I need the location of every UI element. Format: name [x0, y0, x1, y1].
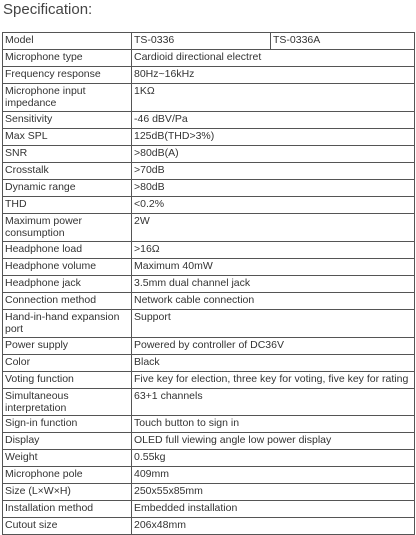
- spec-label: Crosstalk: [3, 163, 132, 180]
- table-row: [3, 214, 415, 242]
- spec-value: TS-0336A: [271, 33, 415, 50]
- spec-value: >80dB(A): [132, 146, 415, 163]
- spec-label: Microphone input impedance: [3, 84, 132, 112]
- spec-value: Touch button to sign in: [132, 416, 415, 433]
- table-row: [3, 84, 415, 112]
- spec-value: 1KΩ: [132, 84, 415, 112]
- spec-value: <0.2%: [132, 197, 415, 214]
- spec-label: Dynamic range: [3, 180, 132, 197]
- table-row: [3, 338, 415, 355]
- table-row: [3, 518, 415, 535]
- table-row: [3, 433, 415, 450]
- spec-value: 80Hz~16kHz: [132, 67, 415, 84]
- spec-label: Size (L×W×H): [3, 484, 132, 501]
- table-row: [3, 372, 415, 389]
- spec-label: Voting function: [3, 372, 132, 389]
- page-title: Specification:: [3, 1, 93, 18]
- spec-label: Sign-in function: [3, 416, 132, 433]
- spec-value: -46 dBV/Pa: [132, 112, 415, 129]
- table-row: [3, 467, 415, 484]
- table-row: [3, 242, 415, 259]
- spec-value: OLED full viewing angle low power display: [132, 433, 415, 450]
- spec-value: 409mm: [132, 467, 415, 484]
- table-row: [3, 355, 415, 372]
- spec-label: THD: [3, 197, 132, 214]
- spec-label: Frequency response: [3, 67, 132, 84]
- spec-value: 0.55kg: [132, 450, 415, 467]
- spec-label: Headphone load: [3, 242, 132, 259]
- spec-value: Embedded installation: [132, 501, 415, 518]
- table-row: [3, 129, 415, 146]
- spec-label: Microphone type: [3, 50, 132, 67]
- spec-label: Max SPL: [3, 129, 132, 146]
- spec-value: >80dB: [132, 180, 415, 197]
- table-row: [3, 416, 415, 433]
- spec-label: Hand-in-hand expansion port: [3, 310, 132, 338]
- spec-value: Five key for election, three key for voting, five key for rating: [132, 372, 415, 389]
- table-row: [3, 501, 415, 518]
- table-row: [3, 67, 415, 84]
- spec-label: Microphone pole: [3, 467, 132, 484]
- spec-label: Installation method: [3, 501, 132, 518]
- spec-label: Display: [3, 433, 132, 450]
- table-row: [3, 180, 415, 197]
- table-row: [3, 112, 415, 129]
- spec-value: 3.5mm dual channel jack: [132, 276, 415, 293]
- table-row: [3, 259, 415, 276]
- spec-value: 63+1 channels: [132, 389, 415, 416]
- spec-label: Sensitivity: [3, 112, 132, 129]
- spec-label: Simultaneous interpretation: [3, 389, 132, 416]
- spec-label: Headphone jack: [3, 276, 132, 293]
- spec-label: Model: [3, 33, 132, 50]
- table-row: [3, 276, 415, 293]
- spec-label: Weight: [3, 450, 132, 467]
- spec-label: Maximum power consumption: [3, 214, 132, 242]
- spec-value: >16Ω: [132, 242, 415, 259]
- spec-label: Power supply: [3, 338, 132, 355]
- spec-value: 125dB(THD>3%): [132, 129, 415, 146]
- table-row: [3, 163, 415, 180]
- spec-value: TS-0336: [132, 33, 271, 50]
- spec-value: 206x48mm: [132, 518, 415, 535]
- table-row: [3, 197, 415, 214]
- table-row: [3, 450, 415, 467]
- table-row: [3, 146, 415, 163]
- spec-value: 2W: [132, 214, 415, 242]
- table-row: [3, 389, 415, 416]
- spec-label: Connection method: [3, 293, 132, 310]
- spec-value: Maximum 40mW: [132, 259, 415, 276]
- spec-value: 250x55x85mm: [132, 484, 415, 501]
- table-row: [3, 484, 415, 501]
- spec-value: Powered by controller of DC36V: [132, 338, 415, 355]
- spec-value: Support: [132, 310, 415, 338]
- spec-value: Black: [132, 355, 415, 372]
- spec-label: Color: [3, 355, 132, 372]
- spec-label: Headphone volume: [3, 259, 132, 276]
- specification-table: [2, 32, 415, 535]
- spec-value: >70dB: [132, 163, 415, 180]
- table-row-model: [3, 33, 415, 50]
- spec-label: Cutout size: [3, 518, 132, 535]
- table-row: [3, 293, 415, 310]
- table-row: [3, 310, 415, 338]
- table-row: [3, 50, 415, 67]
- spec-value: Cardioid directional electret: [132, 50, 415, 67]
- spec-label: SNR: [3, 146, 132, 163]
- spec-value: Network cable connection: [132, 293, 415, 310]
